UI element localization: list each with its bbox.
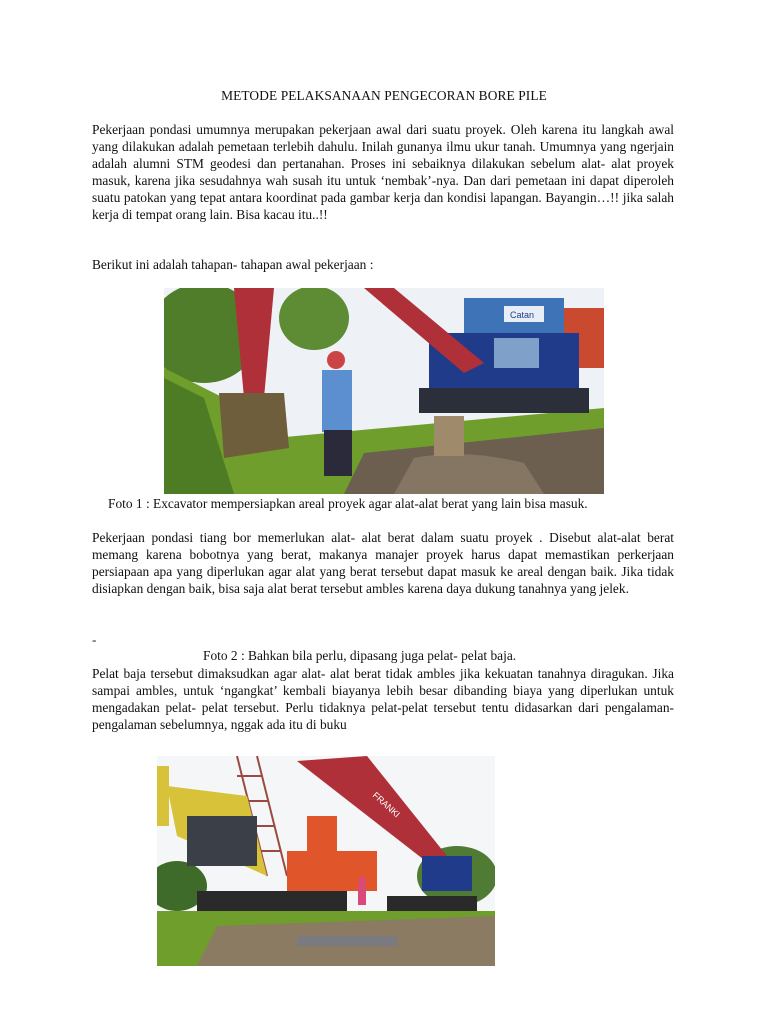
photo-2-caption: Foto 2 : Bahkan bila perlu, dipasang juga pelat- pelat baja. (203, 648, 517, 663)
photo-sign-text: Catan (510, 310, 535, 320)
photo-crane-site (157, 756, 495, 966)
photo-crane-illustration (157, 756, 495, 966)
paragraph-steps-intro: Berikut ini adalah tahapan- tahapan awal pekerjaan : (92, 257, 374, 272)
photo-excavator-illustration (164, 288, 604, 494)
paragraph-steel-plates: Pelat baja tersebut dimaksudkan agar alat- alat berat tidak ambles jika kekuatan tanahnya diragukan. Jika sampai ambles, untuk ‘ngangkat’ kembali biayanya lebih besar dibanding biaya yang diperlukan untuk mengadakan pelat- pelat tersebut. Perlu tidaknya pelat-pelat tersebut tentu didasarkan dari pengalaman- pengalaman sebelumnya, nggak ada itu di buku (92, 666, 674, 732)
paragraph-intro: Pekerjaan pondasi umumnya merupakan pekerjaan awal dari suatu proyek. Oleh karena itu langkah awal yang dilakukan adalah pemetaan terlebih dahulu. Inilah gunanya ilmu ukur tanah. Umumnya yang ngerjain adalah alumni STM geodesi dan pertanahan. Proses ini sebaiknya dilakukan sebelum alat- alat proyek masuk, karena jika sesudahnya wah susah itu untuk ‘nembak’-nya. Dan dari pemetaan ini dapat diperoleh suatu patokan yang tepat antara koordinat pada gambar kerja dan kondisi lapangan. Bayangin…!! jika salah kerja di tempat orang lain. Bisa kacau itu..!! (92, 122, 674, 222)
photo-1-caption: Foto 1 : Excavator mempersiapkan areal proyek agar alat-alat berat yang lain bisa masuk. (108, 496, 588, 511)
bullet-dash: - (92, 632, 97, 647)
paragraph-heavy-equipment: Pekerjaan pondasi tiang bor memerlukan alat- alat berat dalam suatu proyek . Disebut alat-alat berat memang karena bobotnya yang berat, makanya manajer proyek harus dapat memastikan perkerjaan persiapaan apa yang diperlukan agar alat yang berat tersebut dapat masuk ke areal dengan baik. Jika tidak disiapkan dengan baik, bisa saja alat berat tersebut ambles karena daya dukung tanahnya yang jelek. (92, 530, 674, 596)
boom-brand-text: FRANKI (370, 790, 402, 820)
document-title: METODE PELAKSANAAN PENGECORAN BORE PILE (221, 88, 547, 103)
photo-excavator (164, 288, 604, 494)
